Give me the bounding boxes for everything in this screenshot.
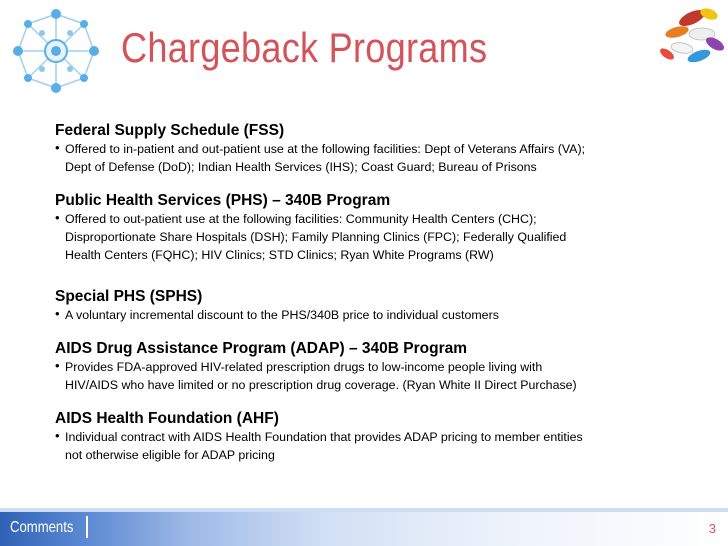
- section-adap: [55, 339, 695, 394]
- bullet-continuation: Dept of Defense (DoD); Indian Health Services (IHS); Coast Guard; Bureau of Prisons: [65, 160, 537, 174]
- bullet-continuation: Disproportionate Share Hospitals (DSH); Family Planning Clinics (FPC); Federally Qualified: [65, 230, 567, 244]
- section-heading: AIDS Drug Assistance Program (ADAP) – 340B Program: [55, 340, 468, 357]
- slide-footer: [0, 508, 728, 546]
- bullet-line: • A voluntary incremental discount to the PHS/340B price to individual customers: [55, 306, 695, 324]
- section-heading: AIDS Health Foundation (AHF): [55, 410, 279, 427]
- bullet-continuation: HIV/AIDS who have limited or no prescription drug coverage. (Ryan White II Direct Purchase): [65, 378, 577, 392]
- section-phs: [55, 191, 695, 264]
- footer-top-band: [0, 508, 728, 512]
- slide-title: Chargeback Programs: [121, 24, 488, 71]
- section-heading: Federal Supply Schedule (FSS): [55, 122, 285, 139]
- section-ahf: [55, 409, 695, 464]
- bullet-continuation: Health Centers (FQHC); HIV Clinics; STD Clinics; Ryan White Programs (RW): [65, 248, 494, 262]
- section-heading: Special PHS (SPHS): [55, 288, 203, 305]
- bullet-line: • Offered to out-patient use at the following facilities: Community Health Centers (CHC);: [55, 210, 695, 228]
- bullet-line: • Offered to in-patient and out-patient use at the following facilities: Dept of Veterans Affairs (VA);: [55, 140, 695, 158]
- molecule-network-icon: [6, 6, 106, 96]
- page-number: 3: [708, 521, 716, 536]
- section-fss: [55, 121, 695, 176]
- slide-content: [55, 121, 695, 464]
- section-heading: Public Health Services (PHS) – 340B Program: [55, 192, 391, 209]
- comments-label: Comments: [10, 519, 74, 536]
- footer-divider: [86, 516, 88, 538]
- section-sphs: [55, 287, 695, 324]
- bullet-line: • Individual contract with AIDS Health Foundation that provides ADAP pricing to member entities: [55, 428, 695, 446]
- pills-icon: [652, 4, 726, 66]
- bullet-line: • Provides FDA-approved HIV-related prescription drugs to low-income people living with: [55, 358, 695, 376]
- bullet-continuation: not otherwise eligible for ADAP pricing: [65, 448, 275, 462]
